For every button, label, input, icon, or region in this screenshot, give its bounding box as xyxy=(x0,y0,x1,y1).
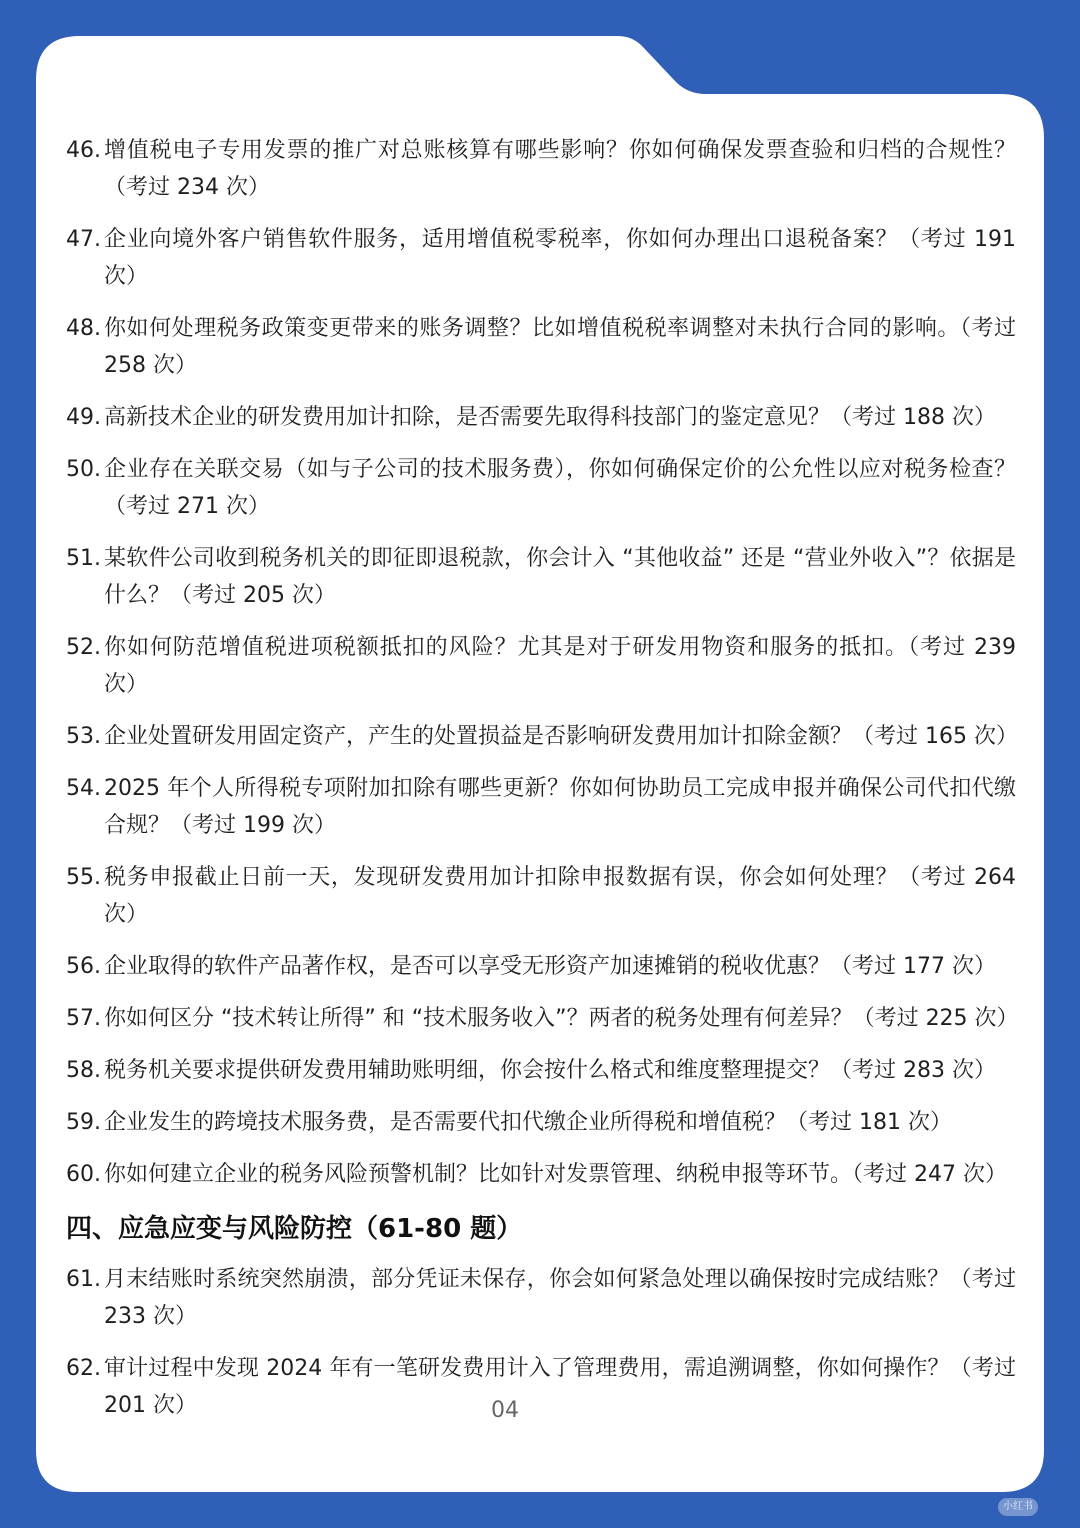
question-text: 企业处置研发用固定资产，产生的处置损益是否影响研发费用加计扣除金额？（考过 165 次） xyxy=(104,724,1018,749)
question-text: 企业向境外客户销售软件服务，适用增值税零税率，你如何办理出口退税备案？（考过 191 次） xyxy=(104,227,1016,289)
page-number: 04 xyxy=(491,1398,519,1423)
question-item xyxy=(66,770,1016,844)
question-text: 你如何区分 “技术转让所得” 和 “技术服务收入”？两者的税务处理有何差异？（考过 225 次） xyxy=(104,1006,1019,1031)
question-text: 你如何防范增值税进项税额抵扣的风险？尤其是对于研发用物资和服务的抵扣。（考过 239 次） xyxy=(104,635,1016,697)
question-text: 企业取得的软件产品著作权，是否可以享受无形资产加速摊销的税收优惠？（考过 177 次） xyxy=(104,954,996,979)
question-number: 58. xyxy=(66,1058,101,1083)
question-item xyxy=(66,1156,1016,1193)
question-item xyxy=(66,948,1016,985)
question-number: 52. xyxy=(66,635,101,660)
question-number: 46. xyxy=(66,138,101,163)
question-list xyxy=(66,132,1019,1439)
question-number: 53. xyxy=(66,724,101,749)
question-item xyxy=(66,859,1016,933)
question-text: 高新技术企业的研发费用加计扣除，是否需要先取得科技部门的鉴定意见？（考过 188 次） xyxy=(104,405,996,430)
question-item xyxy=(66,1052,1016,1089)
question-text: 税务机关要求提供研发费用辅助账明细，你会按什么格式和维度整理提交？（考过 283 次） xyxy=(104,1058,996,1083)
question-item xyxy=(66,310,1016,384)
question-text: 税务申报截止日前一天，发现研发费用加计扣除申报数据有误，你会如何处理？（考过 264 次） xyxy=(104,865,1016,927)
question-item xyxy=(66,132,1016,206)
question-item xyxy=(66,451,1016,525)
question-item xyxy=(66,221,1016,295)
question-item xyxy=(66,399,1016,436)
question-text: 企业发生的跨境技术服务费，是否需要代扣代缴企业所得税和增值税？（考过 181 次） xyxy=(104,1110,952,1135)
question-text: 某软件公司收到税务机关的即征即退税款，你会计入 “其他收益” 还是 “营业外收入”？依据是什么？（考过 205 次） xyxy=(104,546,1016,608)
question-item xyxy=(66,718,1016,755)
question-item xyxy=(66,629,1016,703)
question-number: 57. xyxy=(66,1006,101,1031)
question-item xyxy=(66,1104,1016,1141)
section-title: 四、应急应变与风险防控（61-80 题） xyxy=(66,1214,523,1244)
question-number: 50. xyxy=(66,457,101,482)
question-item xyxy=(66,1261,1016,1335)
question-number: 55. xyxy=(66,865,101,890)
question-item xyxy=(66,540,1016,614)
question-text: 企业存在关联交易（如与子公司的技术服务费），你如何确保定价的公允性以应对税务检查？（考过 271 次） xyxy=(104,457,1016,519)
question-text: 你如何建立企业的税务风险预警机制？比如针对发票管理、纳税申报等环节。（考过 247 次） xyxy=(104,1162,1007,1187)
question-number: 49. xyxy=(66,405,101,430)
watermark-logo: 小红书 xyxy=(998,1498,1038,1516)
question-number: 61. xyxy=(66,1267,101,1292)
question-number: 56. xyxy=(66,954,101,979)
question-text: 月末结账时系统突然崩溃，部分凭证未保存，你会如何紧急处理以确保按时完成结账？（考过 233 次） xyxy=(104,1267,1016,1329)
question-number: 62. xyxy=(66,1356,101,1381)
question-text: 你如何处理税务政策变更带来的账务调整？比如增值税税率调整对未执行合同的影响。（考过 258 次） xyxy=(104,316,1016,378)
question-number: 48. xyxy=(66,316,101,341)
question-group-tax xyxy=(66,132,1019,1193)
question-text: 审计过程中发现 2024 年有一笔研发费用计入了管理费用，需追溯调整，你如何操作？（考过 201 次） xyxy=(104,1356,1016,1418)
question-number: 51. xyxy=(66,546,101,571)
question-number: 60. xyxy=(66,1162,101,1187)
question-item xyxy=(66,1000,1019,1037)
question-number: 54. xyxy=(66,776,101,801)
question-number: 47. xyxy=(66,227,101,252)
question-text: 2025 年个人所得税专项附加扣除有哪些更新？你如何协助员工完成申报并确保公司代扣代缴合规？（考过 199 次） xyxy=(104,776,1016,838)
question-text: 增值税电子专用发票的推广对总账核算有哪些影响？你如何确保发票查验和归档的合规性？（考过 234 次） xyxy=(104,138,1016,200)
question-number: 59. xyxy=(66,1110,101,1135)
